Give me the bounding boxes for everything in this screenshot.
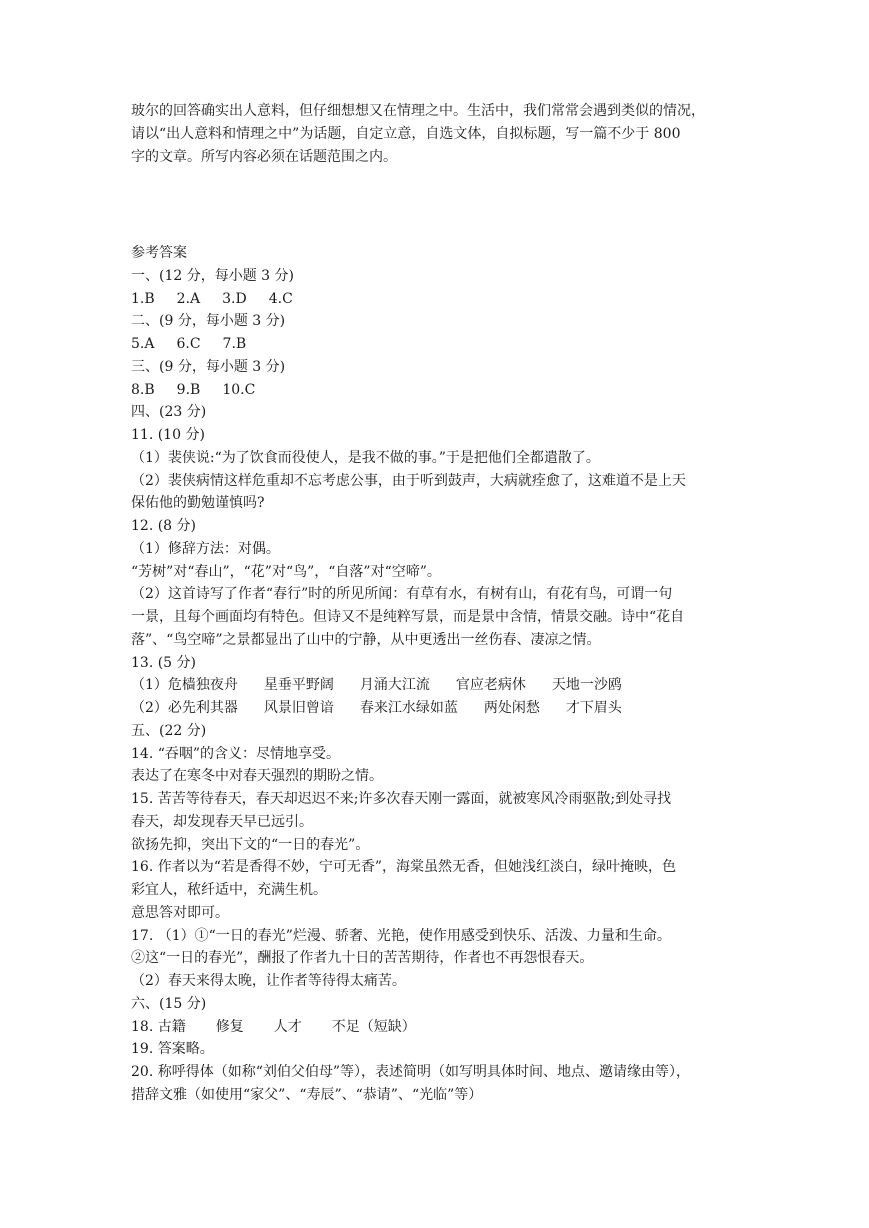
answer-text: 15. 苦苦等待春天，春天却迟迟不来;许多次春天刚一露面，就被寒风冷雨驱散;到处寻找 xyxy=(131,791,672,807)
answer-item: （2）必先利其器 xyxy=(131,700,238,716)
answer-item: 1.B xyxy=(131,290,155,307)
answer-item: 两处闲愁 xyxy=(483,700,540,716)
answer-item: 3.D xyxy=(222,290,247,307)
question-title: 13. (5 分) xyxy=(131,654,196,671)
answer-item: 星垂平野阔 xyxy=(263,677,334,694)
section-title: 一、(12 分，每小题 3 分) xyxy=(131,267,294,284)
answer-item: 8.B xyxy=(131,381,155,398)
prompt-line: 玻尔的回答确实出人意料，但仔细想想又在情理之中。生活中，我们常常会遇到类似的情况， xyxy=(131,103,705,119)
answer-item: 9.B xyxy=(176,381,201,398)
section-title: 六、(15 分) xyxy=(131,995,207,1012)
answer-text: 19. 答案略。 xyxy=(131,1041,214,1058)
answer-item: 7.B xyxy=(222,336,247,352)
section-title: 五、(22 分) xyxy=(131,722,207,739)
answer-text: （2）裴侠病情这样危重却不忘考虑公事，由于听到鼓声，大病就痊愈了，这难道不是上天 xyxy=(131,472,686,489)
answer-item: 6.C xyxy=(176,336,201,352)
answer-text: 欲扬先抑，突出下文的“一日的春光”。 xyxy=(131,836,370,853)
answer-item: 18. 古籍 xyxy=(131,1018,186,1035)
answer-item: 天地一沙鸥 xyxy=(551,677,622,694)
answer-row xyxy=(131,379,743,402)
answer-row xyxy=(131,288,743,311)
answer-item: 2.A xyxy=(176,290,201,307)
question-title: 11. (10 分) xyxy=(131,427,205,443)
answer-item: （1）危樯独夜舟 xyxy=(131,677,238,694)
answer-text: （1）裴侠说:“为了饮食而役使人，是我不做的事。”于是把他们全都遣散了。 xyxy=(131,449,600,466)
answer-text: 一景，且每个画面均有特色。但诗又不是纯粹写景，而是景中含情，情景交融。诗中“花自 xyxy=(131,609,685,625)
answer-text: “芳树”对“春山”，“花”对“鸟”，“自落”对“空啼”。 xyxy=(131,563,441,580)
answer-item: 春来江水绿如蓝 xyxy=(359,700,458,716)
answer-item: 风景旧曾谙 xyxy=(263,700,334,716)
essay-prompt xyxy=(131,100,743,169)
section-title: 二、(9 分，每小题 3 分) xyxy=(131,313,286,330)
answer-text: 落”、“鸟空啼”之景都显出了山中的宁静，从中更透出一丝伤春、凄凉之情。 xyxy=(131,631,601,648)
answer-item: 10.C xyxy=(222,381,256,398)
answer-item: 5.A xyxy=(131,336,155,352)
answer-row xyxy=(131,333,743,356)
answer-row xyxy=(131,1016,743,1039)
answer-row xyxy=(131,674,743,697)
answer-text: 14. “吞咽”的含义：尽情地享受。 xyxy=(131,745,341,762)
answer-item: 不足（短缺） xyxy=(331,1018,416,1035)
answer-item: 才下眉头 xyxy=(565,700,622,716)
answer-text: 春天，却发现春天早已远引。 xyxy=(131,813,313,830)
answer-item: 官应老病休 xyxy=(455,677,526,694)
answer-item: 人才 xyxy=(273,1018,302,1035)
answer-text: 16. 作者以为“若是香得不妙，宁可无香”，海棠虽然无香，但她浅红淡白，绿叶掩映，色 xyxy=(131,859,677,876)
answer-text: ②这“一日的春光”，酬报了作者九十日的苦苦期待，作者也不再怨恨春天。 xyxy=(131,950,594,967)
prompt-line: 字的文章。所写内容必须在话题范围之内。 xyxy=(131,149,397,165)
answer-text: 彩宜人，秾纤适中，充满生机。 xyxy=(131,882,327,898)
prompt-line: 请以“出人意料和情理之中”为话题，自定立意，自选文体，自拟标题，写一篇不少于 800 xyxy=(131,126,681,142)
answer-text: （2）这首诗写了作者“春行”时的所见所闻：有草有水，有树有山，有花有鸟，可谓一句 xyxy=(131,586,673,603)
section-title: 三、(9 分，每小题 3 分) xyxy=(131,358,286,375)
answer-item: 月涌大江流 xyxy=(359,677,430,694)
answer-text: （2）春天来得太晚，让作者等待得太痛苦。 xyxy=(131,973,406,989)
answer-item: 4.C xyxy=(268,290,293,307)
section-title: 四、(23 分) xyxy=(131,404,207,421)
answer-text: （1）修辞方法：对偶。 xyxy=(131,540,280,557)
answer-text: 意思答对即可。 xyxy=(131,904,229,921)
answer-key-heading: 参考答案 xyxy=(131,245,187,261)
answer-text: 表达了在寒冬中对春天强烈的期盼之情。 xyxy=(131,768,383,785)
question-title: 12. (8 分) xyxy=(131,518,196,534)
answer-item: 修复 xyxy=(215,1018,244,1035)
answer-text: 措辞文雅（如使用“家父”、“寿辰”、“恭请”、“光临”等） xyxy=(131,1086,483,1103)
answer-text: 17. （1）①“一日的春光”烂漫、骄奢、光艳，使作用感受到快乐、活泼、力量和生命。 xyxy=(131,927,671,944)
answer-key xyxy=(131,242,743,1107)
answer-text: 20. 称呼得体（如称“刘伯父伯母”等），表述简明（如写明具体时间、地点、邀请缘由等）， xyxy=(131,1064,691,1080)
answer-text: 保佑他的勤勉谨慎吗? xyxy=(131,495,265,512)
answer-row xyxy=(131,697,743,720)
